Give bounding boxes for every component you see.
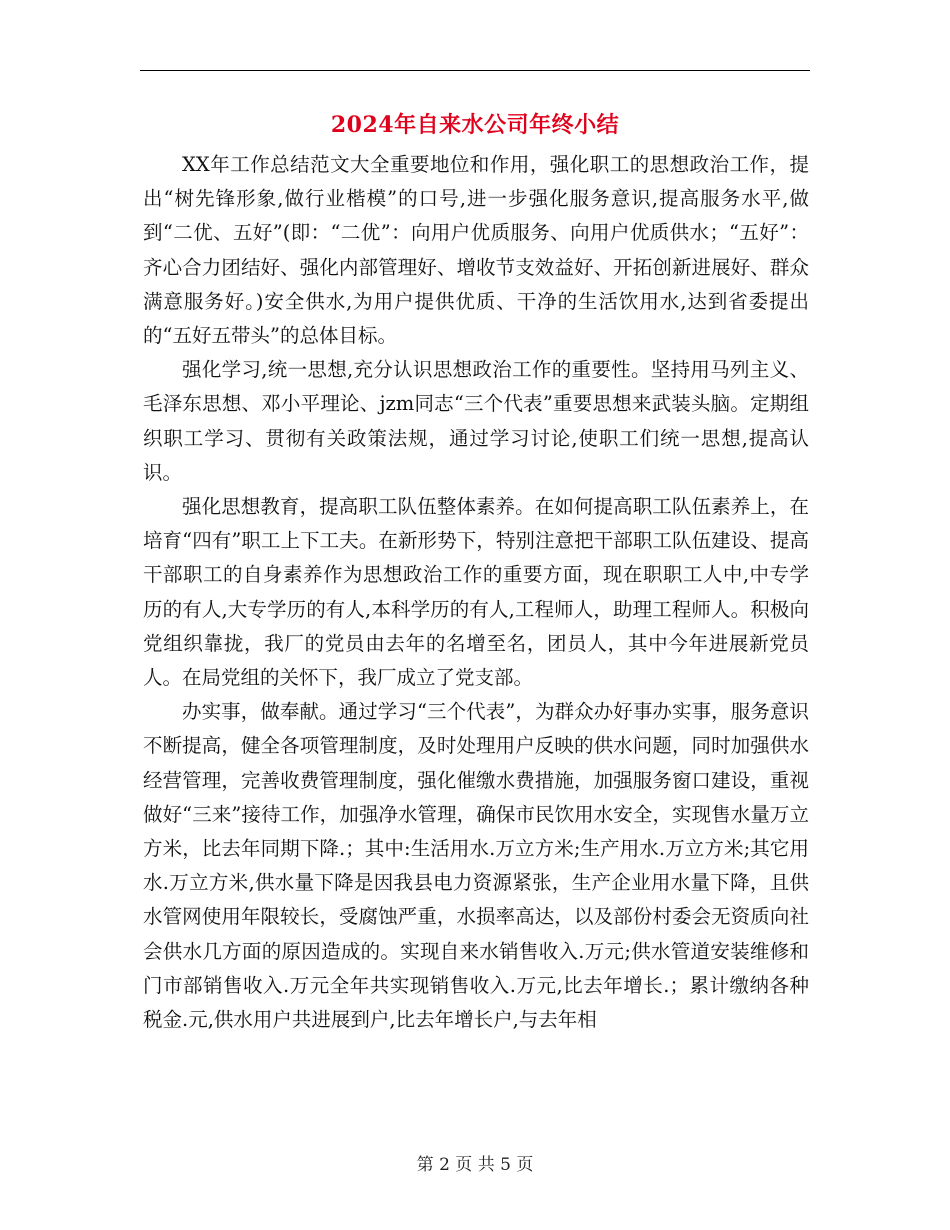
page-number-footer (0, 1153, 950, 1177)
paragraph: XX年工作总结范文大全重要地位和作用，强化职工的思想政治工作，提出“树先锋形象,做行业楷模”的口号,进一步强化服务意识,提高服务水平,做到“二优、五好”(即：“二优”：向用户优质服务、向用户优质供水；“五好”：齐心合力团结好、强化内部管理好、增收节支效益好、开拓创新进展好、群众满意服务好。)安全供水,为用户提供优质、干净的生活饮用水,达到省委提出的“五好五带头”的总体目标。 (143, 153, 809, 348)
paragraph: 办实事，做奉献。通过学习“三个代表”，为群众办好事办实事，服务意识不断提高，健全各项管理制度，及时处理用户反映的供水问题，同时加强供水经营管理，完善收费管理制度，强化催缴水费措施，加强服务窗口建设，重视做好“三来”接待工作，加强净水管理，确保市民饮用水安全，实现售水量万立方米，比去年同期下降.；其中:生活用水.万立方米;生产用水.万立方米;其它用水.万立方米,供水量下降是因我县电力资源紧张，生产企业用水量下降，且供水管网使用年限较长，受腐蚀严重，水损率高达，以及部份村委会无资质向社会供水几方面的原因造成的。实现自来水销售收入.万元;供水管道安装维修和门市部销售收入.万元全年共实现销售收入.万元,比去年增长.；累计缴纳各种税金.元,供水用户共进展到户,比去年增长户,与去年相 (143, 700, 809, 1032)
paragraph: 强化学习,统一思想,充分认识思想政治工作的重要性。坚持用马列主义、毛泽东思想、邓小平理论、jzm同志“三个代表”重要思想来武装头脑。定期组织职工学习、贯彻有关政策法规，通过学习讨论,使职工们统一思想,提高认识。 (143, 358, 809, 484)
header-rule (140, 70, 810, 71)
paragraph: 强化思想教育，提高职工队伍整体素养。在如何提高职工队伍素养上，在培育“四有”职工上下工夫。在新形势下，特别注意把干部职工队伍建设、提高干部职工的自身素养作为思想政治工作的重要方面，现在职职工人中,中专学历的有人,大专学历的有人,本科学历的有人,工程师人，助理工程师人。积极向党组织靠拢，我厂的党员由去年的名增至名，团员人，其中今年进展新党员人。在局党组的关怀下，我厂成立了党支部。 (143, 495, 809, 690)
document-title: 2024年自来水公司年终小结 (330, 112, 620, 138)
document-body (143, 148, 809, 1037)
page-number-text: 第 2 页 共 5 页 (416, 1155, 534, 1175)
